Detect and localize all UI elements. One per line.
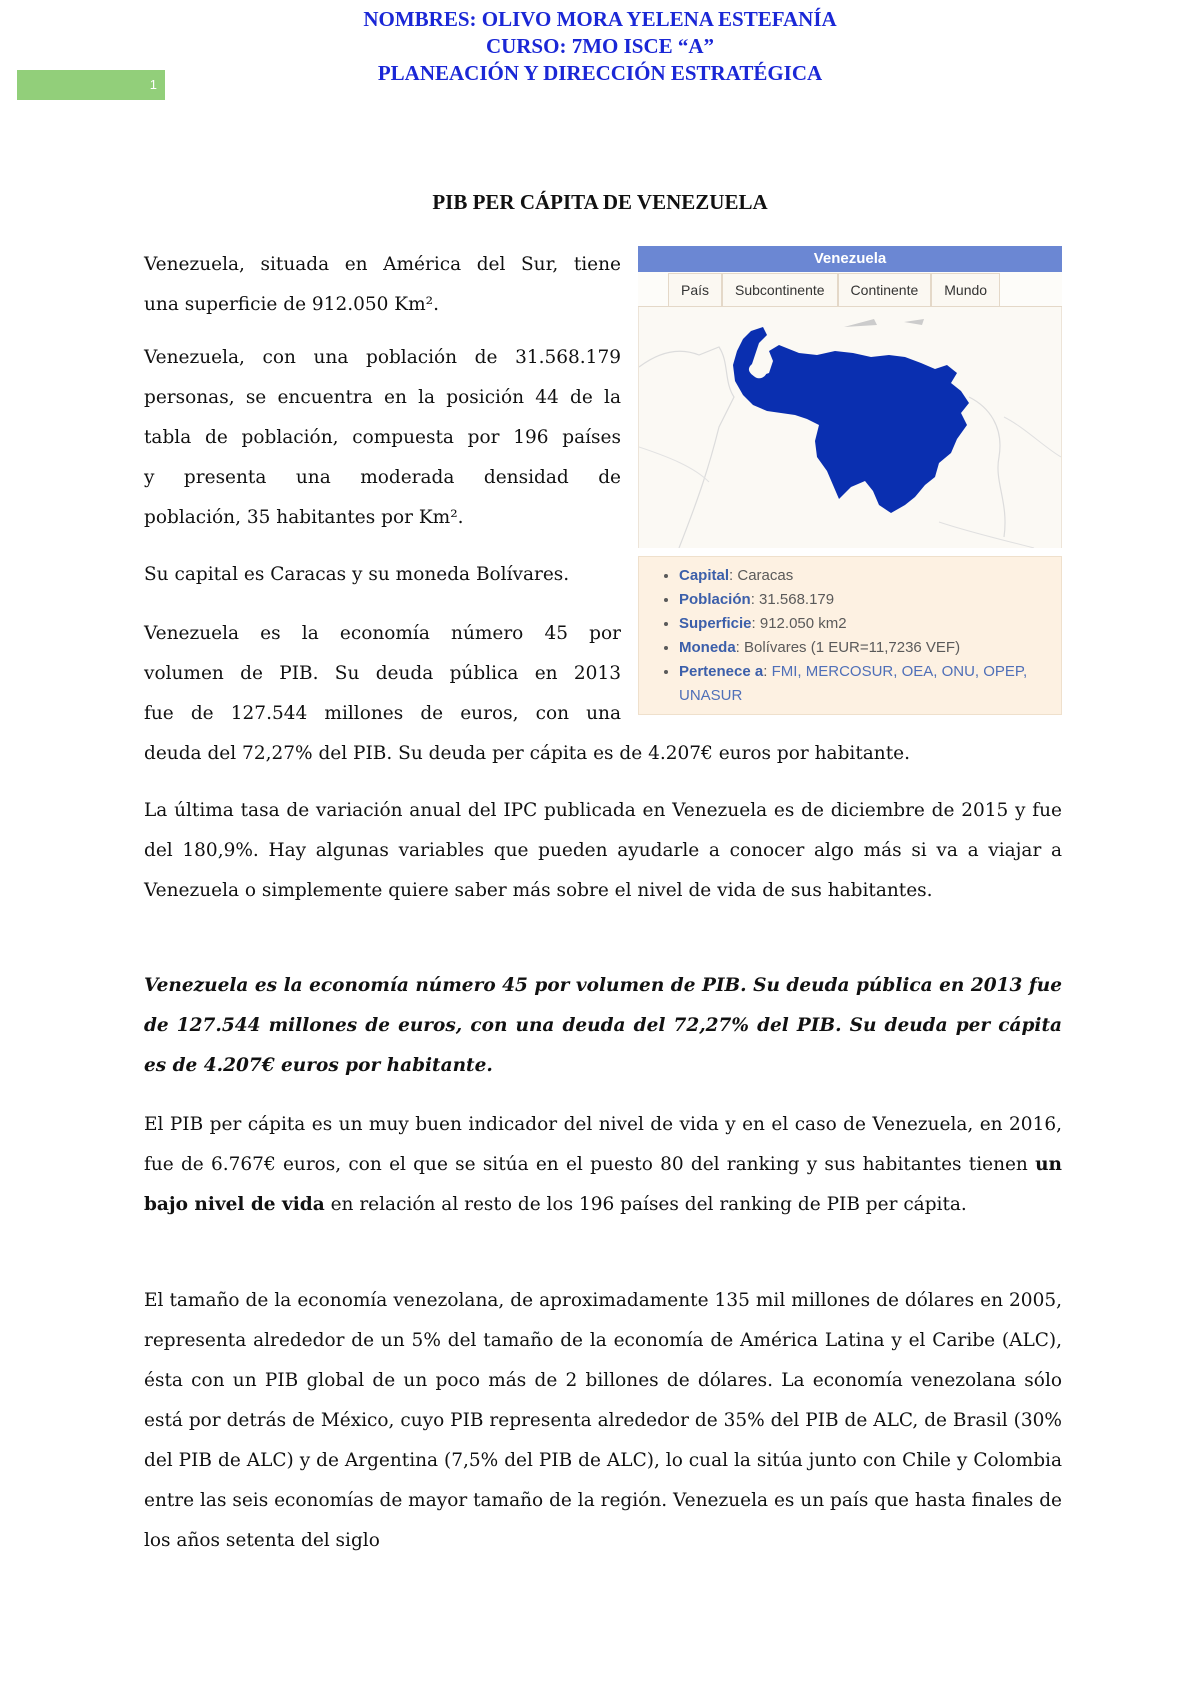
fact-capital: • Capital: Caracas	[679, 564, 1049, 588]
country-map	[638, 307, 1062, 548]
guyana-border	[969, 397, 1005, 537]
fact-moneda: • Moneda: Bolívares (1 EUR=11,7236 VEF)	[679, 636, 1049, 660]
paragraph-economy: Venezuela es la economía número 45 por volumen de PIB. Su deuda pública en 2013 fue de 127.544 millones de euros, con una deuda del 72,27% del PIB. Su deuda per cápita es de 4.207€ euros por habitante.	[144, 623, 910, 764]
country-info-card	[638, 246, 1062, 705]
card-tabs	[638, 272, 1062, 307]
fact-poblacion: • Población: 31.568.179	[679, 588, 1049, 612]
tab-continente[interactable]: Continente	[838, 273, 932, 306]
brazil-border	[939, 522, 1034, 548]
paragraph-highlight: Venezuela es la economía número 45 por volumen de PIB. Su deuda pública en 2013 fue de 127.544 millones de euros, con una deuda del 72,27% del PIB. Su deuda per cápita es de 4.207€ euros por habitante.	[144, 975, 1062, 1076]
header-names: NOMBRES: OLIVO MORA YELENA ESTEFANÍA	[363, 7, 837, 31]
page-number-box: 1	[17, 70, 165, 100]
paragraph-capital: Su capital es Caracas y su moneda Bolívares.	[144, 564, 570, 585]
fact-pertenece: • Pertenece a: FMI, MERCOSUR, OEA, ONU, OPEP, UNASUR	[679, 660, 1049, 708]
paragraph-population: Venezuela, con una población de 31.568.179 personas, se encuentra en la posición 44 de la tabla de población, compuesta por 196 países y presenta una moderada densidad de población, 35 habitantes por Km².	[144, 347, 621, 528]
paragraph-per-capita: El PIB per cápita es un muy buen indicador del nivel de vida y en el caso de Venezuela, en 2016, fue de 6.767€ euros, con el que se sitúa en el puesto 80 del ranking y sus habitantes tienen un bajo nivel de vida en relación al resto de los 196 países del ranking de PIB per cápita.	[144, 1114, 1062, 1215]
paragraph-ipc: La última tasa de variación anual del IPC publicada en Venezuela es de diciembre de 2015 y fue del 180,9%. Hay algunas variables que pueden ayudarle a conocer algo más si va a viajar a Venezuela o simplemente quiere saber más sobre el nivel de vida de sus habitantes.	[144, 800, 1062, 901]
fact-superficie: • Superficie: 912.050 km2	[679, 612, 1049, 636]
tab-mundo[interactable]: Mundo	[931, 273, 1000, 306]
document-title: PIB PER CÁPITA DE VENEZUELA	[432, 190, 768, 214]
document-header	[0, 6, 1200, 87]
paragraph-economy-size: El tamaño de la economía venezolana, de aproximadamente 135 mil millones de dólares en 2005, representa alrededor de un 5% del tamaño de la economía de América Latina y el Caribe (ALC), ésta con un PIB global de un poco más de 2 billones de dólares. La economía venezolana sólo está por detrás de México, cuyo PIB representa alrededor de 35% del PIB de ALC, de Brasil (30% del PIB de ALC) y de Argentina (7,5% del PIB de ALC), lo cual la sitúa junto con Chile y Colombia entre las seis economías de mayor tamaño de la región. Venezuela es un país que hasta finales de los años setenta del siglo	[144, 1290, 1062, 1551]
venezuela-map	[639, 307, 1061, 548]
east-border	[1004, 417, 1061, 457]
island-shape	[904, 319, 924, 325]
country-facts	[638, 556, 1062, 715]
card-title: Venezuela	[638, 246, 1062, 272]
venezuela-shape	[733, 327, 969, 513]
region-line	[639, 447, 709, 482]
tab-subcontinente[interactable]: Subcontinente	[722, 273, 838, 306]
colombia-border	[639, 347, 734, 548]
header-subject: PLANEACIÓN Y DIRECCIÓN ESTRATÉGICA	[377, 61, 823, 85]
header-course: CURSO: 7MO ISCE “A”	[485, 34, 715, 58]
paragraph-intro: Venezuela, situada en América del Sur, tiene una superficie de 912.050 Km².	[144, 254, 621, 315]
tab-pais[interactable]: País	[668, 273, 722, 306]
island-shape	[844, 319, 877, 327]
